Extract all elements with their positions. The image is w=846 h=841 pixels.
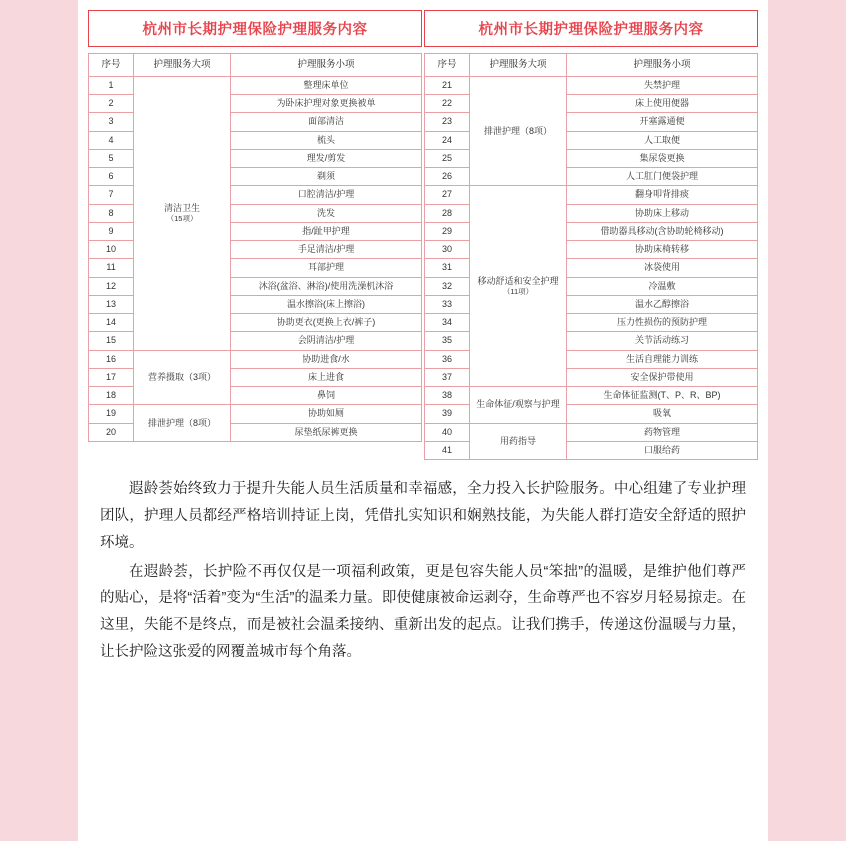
cell-no: 12 xyxy=(89,277,134,295)
cell-minor-item: 整理床单位 xyxy=(231,76,422,94)
cell-no: 38 xyxy=(425,387,470,405)
cell-minor-item: 口服给药 xyxy=(567,441,758,459)
cell-major-category: 排泄护理（8项） xyxy=(470,76,567,186)
cell-no: 18 xyxy=(89,387,134,405)
cell-minor-item: 床上进食 xyxy=(231,368,422,386)
cell-minor-item: 生活自理能力训练 xyxy=(567,350,758,368)
cell-minor-item: 药物管理 xyxy=(567,423,758,441)
cell-minor-item: 翻身叩背排痰 xyxy=(567,186,758,204)
table-row xyxy=(89,76,422,94)
document-page xyxy=(78,0,768,841)
cell-minor-item: 床上使用便器 xyxy=(567,95,758,113)
cell-minor-item: 温水擦浴(床上擦浴) xyxy=(231,295,422,313)
cell-minor-item: 协助更衣(更换上衣/裤子) xyxy=(231,314,422,332)
body-text xyxy=(78,460,768,666)
cell-minor-item: 失禁护理 xyxy=(567,76,758,94)
cell-minor-item: 关节活动练习 xyxy=(567,332,758,350)
cell-minor-item: 协助进食/水 xyxy=(231,350,422,368)
cell-no: 33 xyxy=(425,295,470,313)
header-major: 护理服务大项 xyxy=(470,54,567,77)
cell-minor-item: 生命体征监测(T、P、R、BP) xyxy=(567,387,758,405)
cell-no: 1 xyxy=(89,76,134,94)
table-title-right: 杭州市长期护理保险护理服务内容 xyxy=(424,10,758,47)
cell-no: 8 xyxy=(89,204,134,222)
table-title-left: 杭州市长期护理保险护理服务内容 xyxy=(88,10,422,47)
cell-no: 24 xyxy=(425,131,470,149)
cell-no: 32 xyxy=(425,277,470,295)
header-minor: 护理服务小项 xyxy=(231,54,422,77)
cell-no: 16 xyxy=(89,350,134,368)
table-header-row xyxy=(89,54,422,77)
cell-no: 10 xyxy=(89,241,134,259)
cell-no: 15 xyxy=(89,332,134,350)
cell-no: 9 xyxy=(89,222,134,240)
cell-no: 26 xyxy=(425,168,470,186)
cell-no: 7 xyxy=(89,186,134,204)
cell-minor-item: 协助床上移动 xyxy=(567,204,758,222)
cell-no: 2 xyxy=(89,95,134,113)
header-minor: 护理服务小项 xyxy=(567,54,758,77)
cell-minor-item: 开塞露通便 xyxy=(567,113,758,131)
cell-no: 3 xyxy=(89,113,134,131)
table-row xyxy=(425,186,758,204)
cell-minor-item: 尿垫纸尿裤更换 xyxy=(231,423,422,441)
cell-no: 36 xyxy=(425,350,470,368)
cell-no: 13 xyxy=(89,295,134,313)
cell-no: 20 xyxy=(89,423,134,441)
cell-minor-item: 集尿袋更换 xyxy=(567,149,758,167)
cell-major-category: 用药指导 xyxy=(470,423,567,460)
care-service-table-left xyxy=(88,53,422,442)
cell-minor-item: 温水乙醇擦浴 xyxy=(567,295,758,313)
cell-minor-item: 鼻饲 xyxy=(231,387,422,405)
cell-minor-item: 沐浴(盆浴、淋浴)/使用洗澡机沐浴 xyxy=(231,277,422,295)
cell-no: 27 xyxy=(425,186,470,204)
cell-major-category: 排泄护理（8项） xyxy=(134,405,231,442)
cell-minor-item: 指/趾甲护理 xyxy=(231,222,422,240)
cell-no: 4 xyxy=(89,131,134,149)
cell-minor-item: 借助器具移动(含协助轮椅移动) xyxy=(567,222,758,240)
cell-minor-item: 吸氧 xyxy=(567,405,758,423)
cell-no: 6 xyxy=(89,168,134,186)
table-row xyxy=(425,387,758,405)
cell-no: 5 xyxy=(89,149,134,167)
cell-minor-item: 会阴清洁/护理 xyxy=(231,332,422,350)
header-no: 序号 xyxy=(89,54,134,77)
cell-no: 14 xyxy=(89,314,134,332)
table-header-row xyxy=(425,54,758,77)
table-row xyxy=(89,350,422,368)
care-table-right xyxy=(424,10,758,460)
paragraph-1: 遐龄荟始终致力于提升失能人员生活质量和幸福感，全力投入长护险服务。中心组建了专业护理团队，护理人员都经严格培训持证上岗，凭借扎实知识和娴熟技能，为失能人群打造安全舒适的照护环境。 xyxy=(100,481,746,551)
cell-minor-item: 面部清洁 xyxy=(231,113,422,131)
header-major: 护理服务大项 xyxy=(134,54,231,77)
cell-no: 35 xyxy=(425,332,470,350)
header-no: 序号 xyxy=(425,54,470,77)
cell-minor-item: 协助如厕 xyxy=(231,405,422,423)
cell-no: 29 xyxy=(425,222,470,240)
cell-no: 40 xyxy=(425,423,470,441)
cell-major-category: 移动舒适和安全护理 （11项） xyxy=(470,186,567,387)
cell-major-category: 营养摄取（3项） xyxy=(134,350,231,405)
cell-minor-item: 协助床椅转移 xyxy=(567,241,758,259)
cell-no: 11 xyxy=(89,259,134,277)
cell-minor-item: 梳头 xyxy=(231,131,422,149)
tables-area xyxy=(78,0,768,460)
cell-minor-item: 冷温敷 xyxy=(567,277,758,295)
cell-minor-item: 压力性损伤的预防护理 xyxy=(567,314,758,332)
cell-no: 34 xyxy=(425,314,470,332)
cell-no: 21 xyxy=(425,76,470,94)
care-service-table-right xyxy=(424,53,758,460)
cell-no: 37 xyxy=(425,368,470,386)
cell-no: 30 xyxy=(425,241,470,259)
cell-no: 41 xyxy=(425,441,470,459)
cell-no: 19 xyxy=(89,405,134,423)
table-row xyxy=(425,423,758,441)
cell-major-category: 生命体征/观察与护理 xyxy=(470,387,567,424)
table-row xyxy=(425,76,758,94)
cell-no: 22 xyxy=(425,95,470,113)
cell-minor-item: 冰袋使用 xyxy=(567,259,758,277)
cell-no: 25 xyxy=(425,149,470,167)
cell-minor-item: 洗发 xyxy=(231,204,422,222)
cell-minor-item: 理发/剪发 xyxy=(231,149,422,167)
cell-minor-item: 人工取便 xyxy=(567,131,758,149)
cell-minor-item: 耳部护理 xyxy=(231,259,422,277)
cell-no: 39 xyxy=(425,405,470,423)
cell-minor-item: 手足清洁/护理 xyxy=(231,241,422,259)
care-table-left xyxy=(88,10,422,460)
paragraph-2: 在遐龄荟，长护险不再仅仅是一项福利政策，更是包容失能人员“笨拙”的温暖，是维护他们尊严的贴心，是将“活着”变为“生活”的温柔力量。即使健康被命运剥夺，生命尊严也不容岁月轻易掠走。在这里，失能不是终点，而是被社会温柔接纳、重新出发的起点。让我们携手，传递这份温暖与力量，让长护险这张爱的网覆盖城市每个角落。 xyxy=(100,563,746,660)
table-body-right xyxy=(425,76,758,459)
cell-no: 17 xyxy=(89,368,134,386)
table-row xyxy=(89,405,422,423)
cell-no: 28 xyxy=(425,204,470,222)
cell-no: 23 xyxy=(425,113,470,131)
cell-minor-item: 人工肛门便袋护理 xyxy=(567,168,758,186)
cell-minor-item: 口腔清洁/护理 xyxy=(231,186,422,204)
cell-major-category: 清洁卫生 （15项） xyxy=(134,76,231,350)
cell-minor-item: 安全保护带使用 xyxy=(567,368,758,386)
cell-minor-item: 剃须 xyxy=(231,168,422,186)
cell-minor-item: 为卧床护理对象更换被单 xyxy=(231,95,422,113)
cell-no: 31 xyxy=(425,259,470,277)
table-body-left xyxy=(89,76,422,441)
